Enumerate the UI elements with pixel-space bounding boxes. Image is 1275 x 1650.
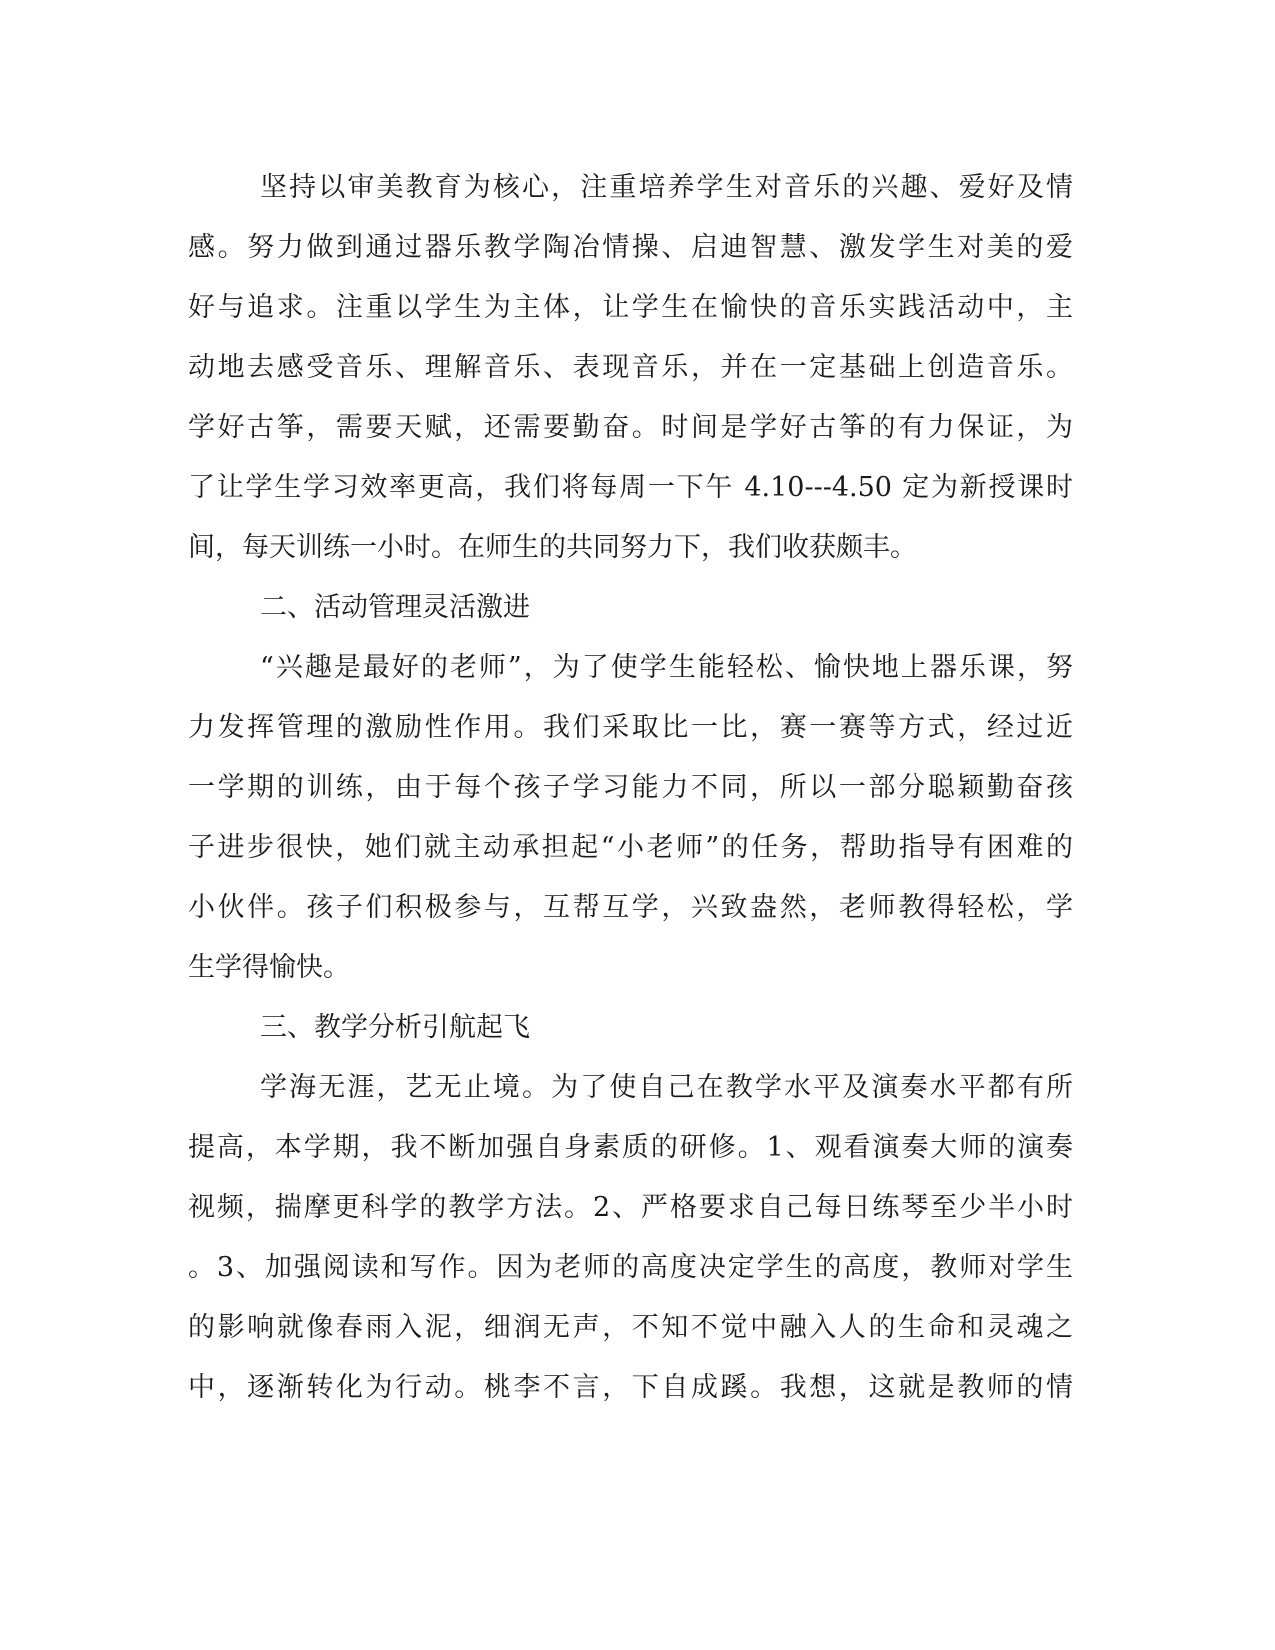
paragraph-1-line-6: 了让学生学习效率更高，我们将每周一下午 4.10---4.50 定为新授课时 xyxy=(188,472,1073,503)
section-heading-3: 三、教学分析引航起飞 xyxy=(260,1012,530,1043)
paragraph-2-line-3: 一学期的训练，由于每个孩子学习能力不同，所以一部分聪颖勤奋孩 xyxy=(188,772,1073,803)
section-heading-2: 二、活动管理灵活激进 xyxy=(260,592,530,623)
paragraph-2-line-1: “兴趣是最好的老师”，为了使学生能轻松、愉快地上器乐课，努 xyxy=(260,652,1073,683)
paragraph-1-line-2: 感。努力做到通过器乐教学陶冶情操、启迪智慧、激发学生对美的爱 xyxy=(188,232,1073,263)
document-body xyxy=(188,158,1073,1418)
paragraph-3-line-3: 视频，揣摩更科学的教学方法。2、严格要求自己每日练琴至少半小时 xyxy=(188,1192,1073,1223)
paragraph-1-line-3: 好与追求。注重以学生为主体，让学生在愉快的音乐实践活动中，主 xyxy=(188,292,1073,323)
paragraph-1-line-5: 学好古筝，需要天赋，还需要勤奋。时间是学好古筝的有力保证，为 xyxy=(188,412,1073,443)
paragraph-3-line-5: 的影响就像春雨入泥，细润无声，不知不觉中融入人的生命和灵魂之 xyxy=(188,1312,1073,1343)
paragraph-2-line-5: 小伙伴。孩子们积极参与，互帮互学，兴致盎然，老师教得轻松，学 xyxy=(188,892,1073,923)
paragraph-2-line-4: 子进步很快，她们就主动承担起“小老师”的任务，帮助指导有困难的 xyxy=(188,832,1073,863)
paragraph-1-line-4: 动地去感受音乐、理解音乐、表现音乐，并在一定基础上创造音乐。 xyxy=(188,352,1073,383)
paragraph-3-line-4: 。3、加强阅读和写作。因为老师的高度决定学生的高度，教师对学生 xyxy=(188,1252,1073,1283)
paragraph-2-line-6: 生学得愉快。 xyxy=(188,952,350,983)
paragraph-3-line-6: 中，逐渐转化为行动。桃李不言，下自成蹊。我想，这就是教师的情 xyxy=(188,1372,1073,1403)
paragraph-3-line-2: 提高，本学期，我不断加强自身素质的研修。1、观看演奏大师的演奏 xyxy=(188,1132,1073,1163)
paragraph-2-line-2: 力发挥管理的激励性作用。我们采取比一比，赛一赛等方式，经过近 xyxy=(188,712,1073,743)
paragraph-1-line-7: 间，每天训练一小时。在师生的共同努力下，我们收获颇丰。 xyxy=(188,532,917,563)
paragraph-3-line-1: 学海无涯，艺无止境。为了使自己在教学水平及演奏水平都有所 xyxy=(260,1072,1073,1103)
paragraph-1-line-1: 坚持以审美教育为核心，注重培养学生对音乐的兴趣、爱好及情 xyxy=(260,172,1073,203)
